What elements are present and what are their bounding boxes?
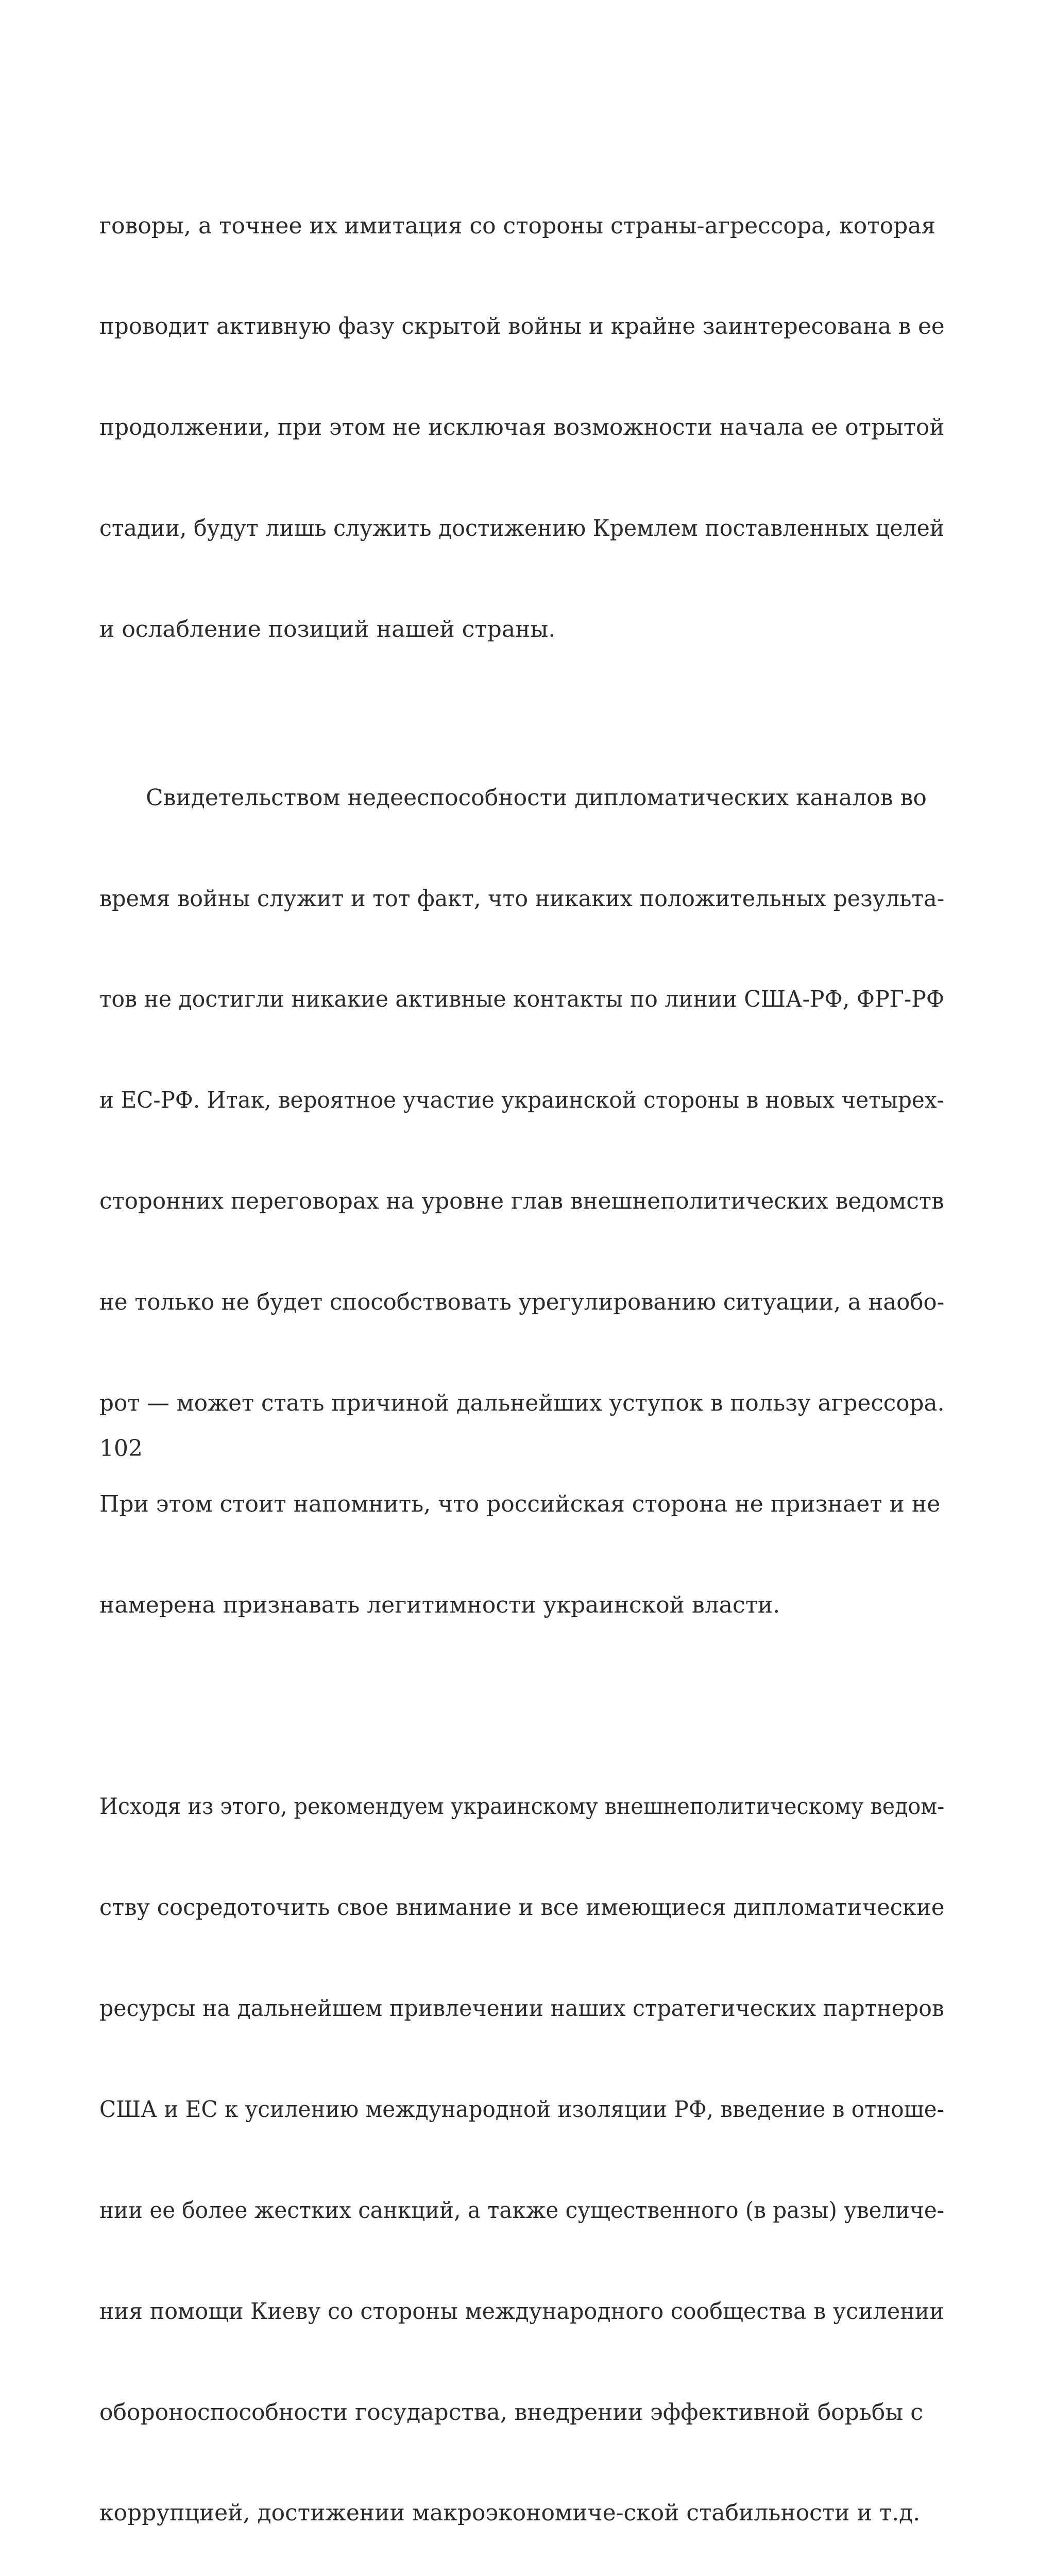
text-line [99, 781, 944, 815]
text-line: тов не достигли никакие активные контакты по линии США-РФ, ФРГ-РФ [99, 986, 945, 1013]
text-line-content: Свидетельством недееспособности дипломатических каналов во [146, 784, 927, 811]
text-line: не только не будет способствовать урегулированию ситуации, а наобо- [99, 1289, 945, 1316]
text-line: ресурсы на дальнейшем привлечении наших стратегических партнеров [99, 1995, 944, 2022]
text-line: продолжении, при этом не исключая возможности начала ее отрытой [99, 414, 945, 441]
paragraph-1 [99, 142, 944, 714]
text-line: сторонних переговорах на уровне глав внешнеполитических ведомств [99, 1188, 944, 1215]
text-line: и ослабление позиций нашей страны. [99, 616, 556, 643]
text-line: время войны служит и тот факт, что никаких положительных результа- [99, 885, 945, 912]
text-line: ния помощи Киеву со стороны международного сообщества в усилении [99, 2298, 944, 2325]
text-line: и ЕС-РФ. Итак, вероятное участие украинской стороны в новых четырех- [99, 1087, 944, 1114]
text-line: ству сосредоточить свое внимание и все имеющиеся дипломатические [99, 1894, 945, 1921]
paragraph-2 [99, 714, 944, 1689]
text-line: стадии, будут лишь служить достижению Кремлем поставленных целей [99, 515, 945, 542]
page-number: 102 [99, 1435, 143, 1462]
text-line: проводит активную фазу скрытой войны и крайне заинтересована в ее [99, 313, 945, 340]
text-line: Исходя из этого, рекомендуем украинскому внешнеполитическому ведом- [99, 1793, 945, 1820]
paragraph-3 [99, 1723, 944, 2576]
text-line: рот — может стать причиной дальнейших уступок в пользу агрессора. [99, 1389, 945, 1416]
text-line: нии ее более жестких санкций, а также существенного (в разы) увеличе- [99, 2197, 944, 2224]
text-line: намерена признавать легитимности украинской власти. [99, 1591, 780, 1618]
paragraph-gap [99, 1689, 944, 1723]
body-text [99, 142, 944, 2576]
text-line: При этом стоит напомнить, что российская сторона не признает и не [99, 1490, 941, 1517]
text-line: коррупцией, достижении макроэкономиче-ской стабильности и т.д. [99, 2500, 921, 2527]
text-line: говоры, а точнее их имитация со стороны страны-агрессора, которая [99, 212, 936, 239]
text-line: обороноспособности государства, внедрении эффективной борьбы с [99, 2399, 923, 2426]
text-line: США и ЕС к усилению международной изоляции РФ, введение в отноше- [99, 2096, 944, 2123]
